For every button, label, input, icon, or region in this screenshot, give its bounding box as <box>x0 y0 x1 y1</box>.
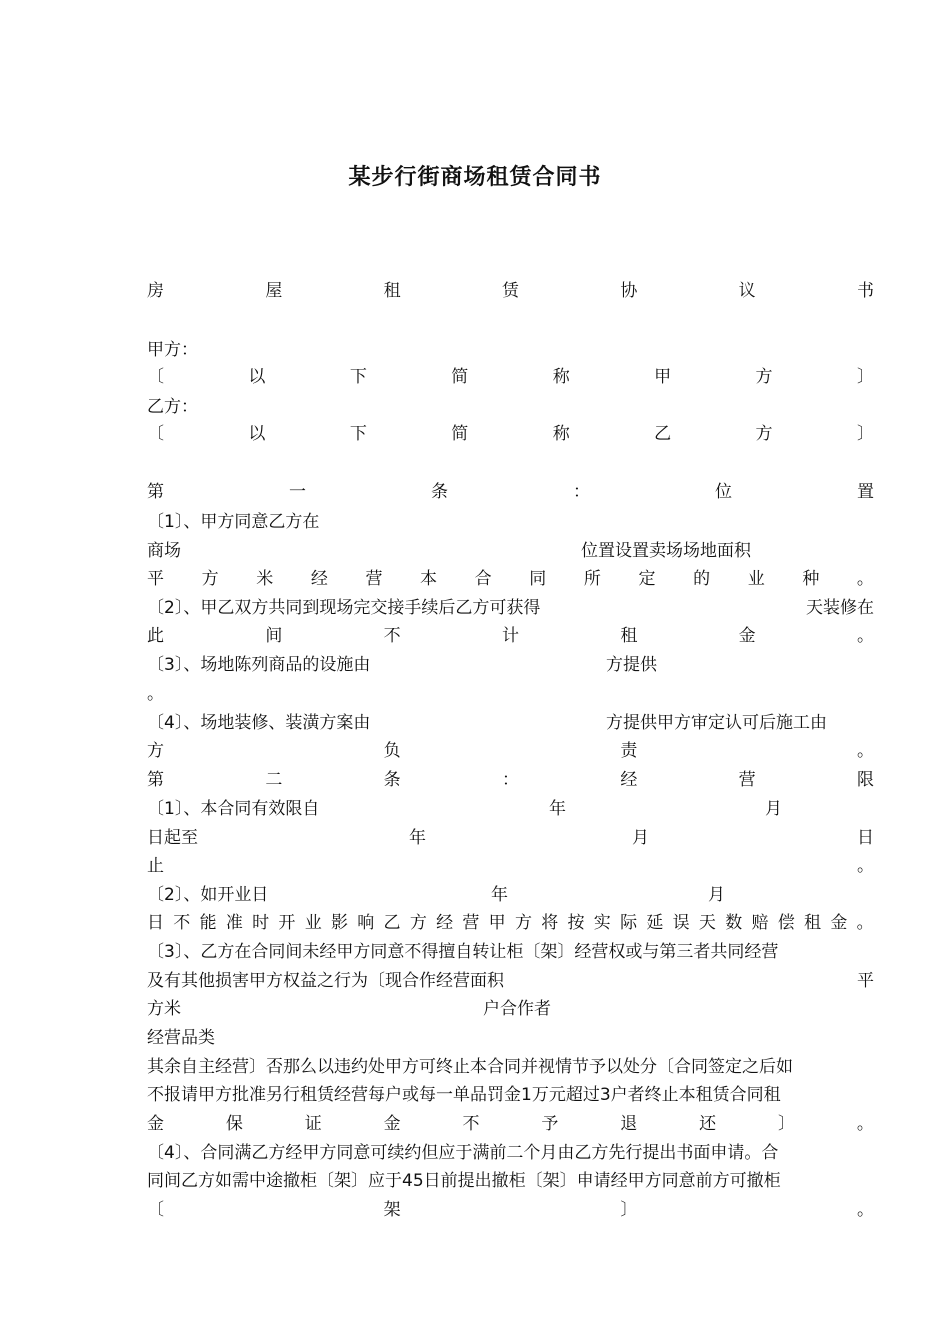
clause-2-2-text: 〔2〕、如开业日 <box>147 885 269 905</box>
spread-char: 置 <box>857 482 874 502</box>
spread-char: 业 <box>304 913 322 933</box>
spread-char: 际 <box>620 913 638 933</box>
article-2-clause-4-line-1: 〔4〕、合同满乙方经甲方同意可续约但应于满前二个月由乙方先行提出书面申请。合 <box>147 1143 779 1163</box>
clause-2-1-text: 〔1〕、本合同有效限自 <box>147 799 320 819</box>
clause-2-1b-month: 月 <box>632 828 649 848</box>
spread-char: 能 <box>199 913 217 933</box>
spread-char: 的 <box>693 569 711 589</box>
clause-2-3-sqm: 方米 <box>147 999 181 1019</box>
article-1-clause-4 <box>147 709 874 737</box>
article-2-clause-1 <box>147 795 874 823</box>
spread-char: 简 <box>451 424 469 444</box>
spread-char: 予 <box>541 1114 559 1134</box>
spread-char: 限 <box>856 770 874 790</box>
party-a-note <box>147 363 874 391</box>
party-a-label: 甲方： <box>147 340 198 360</box>
spread-char: 不 <box>462 1114 480 1134</box>
clause-2-1-year: 年 <box>549 799 566 819</box>
article-1-area-line <box>147 565 874 593</box>
clause-2-1-until: 日起至 <box>147 828 198 848</box>
spread-char: 时 <box>252 913 270 933</box>
spread-char: 〔 <box>147 367 164 387</box>
spread-char: 开 <box>278 913 296 933</box>
spread-char: 不 <box>173 913 191 933</box>
article-2-clause-3-line-3 <box>147 995 874 1023</box>
spread-char: 将 <box>541 913 559 933</box>
article-2-clause-3-line-6: 不报请甲方批准另行租赁经营每户或每一单品罚金1万元超过3户者终止本租赁合同租 <box>147 1085 781 1105</box>
spread-char: 本 <box>420 569 438 589</box>
spread-char: 〕 <box>620 1200 638 1220</box>
spread-char: 误 <box>672 913 690 933</box>
spread-char: 条 <box>431 482 448 502</box>
spread-char: 。 <box>856 741 874 761</box>
spread-char: 赔 <box>751 913 769 933</box>
article-2-clause-3-line-1: 〔3〕、乙方在合同间未经甲方同意不得擅自转让柜〔架〕经营权或与第三者共同经营 <box>147 942 779 962</box>
spread-char: 架 <box>383 1200 401 1220</box>
spread-char: 天 <box>698 913 716 933</box>
spread-char: 租 <box>620 626 638 646</box>
clause-3-end: 方提供 <box>606 655 657 675</box>
article-2-title <box>147 766 874 794</box>
spread-char: ： <box>501 770 519 790</box>
spread-char: 合 <box>474 569 492 589</box>
spread-char: 种 <box>802 569 820 589</box>
spread-char: 日 <box>147 913 164 933</box>
spread-char: 。 <box>856 913 874 933</box>
mall-label: 商场 <box>147 541 181 561</box>
spread-char: 〕 <box>856 424 874 444</box>
spread-char: 位 <box>715 482 732 502</box>
clause-4-text: 〔4〕、场地装修、装潢方案由 <box>147 713 371 733</box>
clause-2-1-month: 月 <box>765 799 782 819</box>
spread-char: 书 <box>856 281 874 301</box>
clause-2-days: 天装修在 <box>806 598 874 618</box>
spread-char: 营 <box>738 770 756 790</box>
agreement-heading <box>147 277 874 305</box>
spread-char: 〔 <box>147 1200 164 1220</box>
spread-char: 延 <box>646 913 664 933</box>
clause-2-1-stop-period: 。 <box>857 856 874 876</box>
clause-2-3-area-unit: 平 <box>857 971 874 991</box>
spread-char: 经 <box>620 770 638 790</box>
spread-char: 偿 <box>777 913 795 933</box>
spread-char: 议 <box>738 281 756 301</box>
clause-2-2-month: 月 <box>708 885 725 905</box>
spread-char: 以 <box>248 424 266 444</box>
clause-2-1b-year: 年 <box>409 828 426 848</box>
article-2-clause-2-penalty <box>147 909 874 937</box>
spread-char: 不 <box>383 626 401 646</box>
clause-2-3-partners: 户合作者 <box>483 999 551 1019</box>
spread-char: 第 <box>147 770 164 790</box>
spread-char: 甲 <box>488 913 506 933</box>
spread-char: 金 <box>147 1114 164 1134</box>
spread-char: 〕 <box>778 1114 795 1134</box>
spread-char: 营 <box>365 569 383 589</box>
spread-char: 方 <box>755 367 773 387</box>
party-b-note <box>147 420 874 448</box>
spread-char: 方 <box>147 741 164 761</box>
spread-char: 〔 <box>147 424 164 444</box>
spread-char: 营 <box>462 913 480 933</box>
clause-2-3-area: 及有其他损害甲方权益之行为〔现合作经营面积 <box>147 971 504 991</box>
spread-char: 此 <box>147 626 164 646</box>
spread-char: 计 <box>501 626 519 646</box>
spread-char: 责 <box>620 741 638 761</box>
spread-char: 协 <box>620 281 638 301</box>
spread-char: 简 <box>451 367 469 387</box>
clause-2-1-stop: 止 <box>147 856 164 876</box>
spread-char: 称 <box>552 424 570 444</box>
spread-char: 方 <box>201 569 219 589</box>
spread-char: 赁 <box>501 281 519 301</box>
spread-char: 准 <box>225 913 243 933</box>
article-2-clause-3-deposit <box>147 1110 874 1138</box>
spread-char: 二 <box>265 770 283 790</box>
spread-char: 方 <box>755 424 773 444</box>
article-2-clause-2 <box>147 881 874 909</box>
spread-char: 金 <box>383 1114 401 1134</box>
spread-char: 所 <box>583 569 601 589</box>
spread-char: 保 <box>225 1114 243 1134</box>
spread-char: 。 <box>856 569 874 589</box>
party-b-label: 乙方： <box>147 397 198 417</box>
clause-3-text: 〔3〕、场地陈列商品的设施由 <box>147 655 371 675</box>
spread-char: 租 <box>383 281 401 301</box>
article-2-clause-4-end <box>147 1196 874 1224</box>
article-2-clause-1-end <box>147 824 874 852</box>
spread-char: 经 <box>310 569 328 589</box>
spread-char: 方 <box>409 913 427 933</box>
article-1-clause-2 <box>147 594 874 622</box>
spread-char: 间 <box>265 626 283 646</box>
spread-char: 称 <box>552 367 570 387</box>
clause-2-text: 〔2〕、甲乙双方共同到现场完交接手续后乙方可获得 <box>147 598 541 618</box>
spread-char: 〕 <box>856 367 874 387</box>
spread-char: 第 <box>147 482 164 502</box>
article-1-clause-1-mall <box>147 537 874 565</box>
spread-char: 。 <box>856 1200 874 1220</box>
spread-char: 甲 <box>654 367 672 387</box>
spread-char: 平 <box>147 569 164 589</box>
document-title: 某步行街商场租赁合同书 <box>348 164 602 190</box>
spread-char: 同 <box>529 569 547 589</box>
spread-char: 响 <box>357 913 375 933</box>
spread-char: 金 <box>738 626 756 646</box>
article-1-title <box>147 478 874 506</box>
clause-3-period: 。 <box>147 684 164 704</box>
spread-char: 下 <box>349 367 367 387</box>
spread-char: 房 <box>147 281 164 301</box>
spread-char: 金 <box>830 913 848 933</box>
spread-char: 负 <box>383 741 401 761</box>
spread-char: 乙 <box>383 913 401 933</box>
clause-2-1b-day: 日 <box>857 828 874 848</box>
spread-char: 数 <box>725 913 743 933</box>
clause-2-2-year: 年 <box>491 885 508 905</box>
article-2-clause-3-line-2 <box>147 967 874 995</box>
spread-char: 一 <box>289 482 306 502</box>
spread-char: 乙 <box>654 424 672 444</box>
spread-char: 按 <box>567 913 585 933</box>
spread-char: 。 <box>856 626 874 646</box>
spread-char: 条 <box>383 770 401 790</box>
spread-char: 以 <box>248 367 266 387</box>
spread-char: 影 <box>330 913 348 933</box>
article-1-clause-1: 〔1〕、甲方同意乙方在 <box>147 512 320 532</box>
spread-char: 屋 <box>265 281 283 301</box>
article-1-clause-2-rent <box>147 622 874 650</box>
spread-char: 证 <box>304 1114 322 1134</box>
spread-char: 经 <box>436 913 454 933</box>
article-1-clause-4-resp <box>147 737 874 765</box>
spread-char: 定 <box>638 569 656 589</box>
spread-char: 方 <box>514 913 532 933</box>
article-2-clause-1-stop <box>147 852 874 880</box>
spread-char: 米 <box>256 569 274 589</box>
article-2-clause-3-line-4: 经营品类 <box>147 1028 215 1048</box>
spread-char: 。 <box>856 1114 874 1134</box>
spread-char: 租 <box>804 913 822 933</box>
position-text: 位置设置卖场场地面积 <box>581 541 751 561</box>
spread-char: 退 <box>620 1114 638 1134</box>
spread-char: ： <box>573 482 590 502</box>
spread-char: 业 <box>747 569 765 589</box>
spread-char: 还 <box>699 1114 717 1134</box>
clause-4-end: 方提供甲方审定认可后施工由 <box>606 713 827 733</box>
spread-char: 实 <box>593 913 611 933</box>
article-1-clause-3 <box>147 651 874 679</box>
spread-char: 下 <box>349 424 367 444</box>
article-2-clause-3-line-5: 其余自主经营〕否那么以违约处甲方可终止本合同并视情节予以处分〔合同签定之后如 <box>147 1057 793 1077</box>
article-2-clause-4-line-2: 同间乙方如需中途撤柜〔架〕应于45日前提出撤柜〔架〕申请经甲方同意前方可撤柜 <box>147 1171 781 1191</box>
